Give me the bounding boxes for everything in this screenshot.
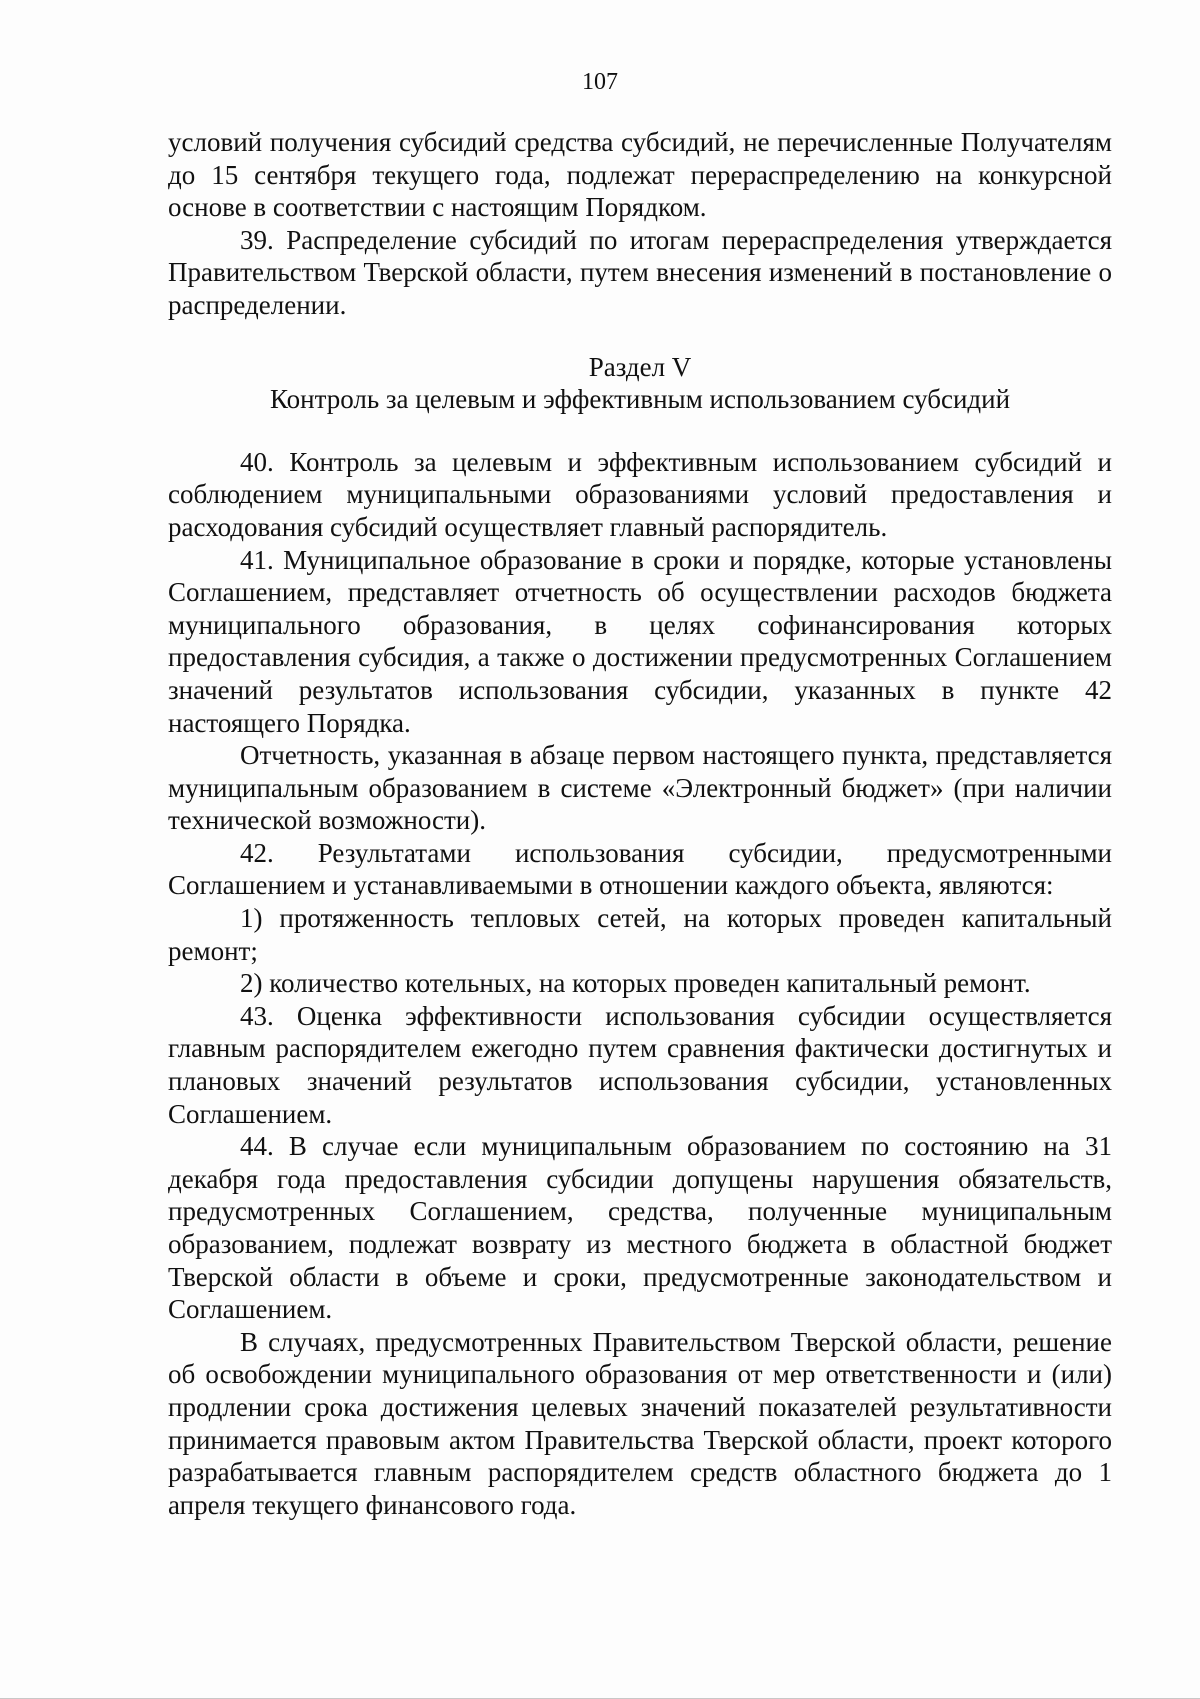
- section-header: [168, 351, 1112, 416]
- page-number: 107: [582, 69, 618, 95]
- paragraph: условий получения субсидий средства субсидий, не перечисленные Получателям до 15 сентября текущего года, подлежат перераспределению на конкурсной основе в соответствии с настоящим Порядком.: [168, 127, 1112, 223]
- document-body: [168, 126, 1112, 1521]
- paragraph: Отчетность, указанная в абзаце первом настоящего пункта, представляется муниципальным образованием в системе «Электронный бюджет» (при наличии технической возможности).: [168, 740, 1112, 836]
- paragraph: 44. В случае если муниципальным образованием по состоянию на 31 декабря года предоставления субсидии допущены нарушения обязательств, предусмотренных Соглашением, средства, полученные муниципальным образованием, подлежат возврату из местного бюджета в областной бюджет Тверской области в объеме и сроки, предусмотренные законодательством и Соглашением.: [168, 1131, 1112, 1325]
- paragraph: 2) количество котельных, на которых проведен капитальный ремонт.: [240, 968, 1031, 999]
- paragraph: 41. Муниципальное образование в сроки и порядке, которые установлены Соглашением, представляет отчетность об осуществлении расходов бюджета муниципального образования, в целях софинансирования которых предоставления субсидия, а также о достижении предусмотренных Соглашением значений результатов использования субсидии, указанных в пункте 42 настоящего Порядка.: [168, 544, 1112, 738]
- section-title: Контроль за целевым и эффективным использованием субсидий: [269, 384, 1011, 415]
- paragraphs-after-section: [168, 446, 1112, 1522]
- paragraph: 39. Распределение субсидий по итогам перераспределения утверждается Правительством Тверской области, путем внесения изменений в постановление о распределении.: [168, 224, 1112, 320]
- paragraph: 40. Контроль за целевым и эффективным использованием субсидий и соблюдением муниципальными образованиями условий предоставления и расходования субсидий осуществляет главный распорядитель.: [168, 446, 1112, 542]
- paragraph: 1) протяженность тепловых сетей, на которых проведен капитальный ремонт;: [168, 903, 1112, 966]
- section-heading: Раздел V: [588, 351, 692, 382]
- paragraph: В случаях, предусмотренных Правительством Тверской области, решение об освобождении муниципального образования от мер ответственности и (или) продлении срока достижения целевых значений показателей результативности принимается правовым актом Правительства Тверской области, проект которого разрабатывается главным распорядителем средств областного бюджета до 1 апреля текущего финансового года.: [168, 1326, 1112, 1520]
- paragraph: 42. Результатами использования субсидии, предусмотренными Соглашением и устанавливаемыми в отношении каждого объекта, являются:: [168, 837, 1112, 901]
- paragraph: 43. Оценка эффективности использования субсидии осуществляется главным распорядителем ежегодно путем сравнения фактически достигнутых и плановых значений результатов использования субсидии, установленных Соглашением.: [168, 1000, 1112, 1129]
- paragraphs-before-section: [168, 126, 1112, 322]
